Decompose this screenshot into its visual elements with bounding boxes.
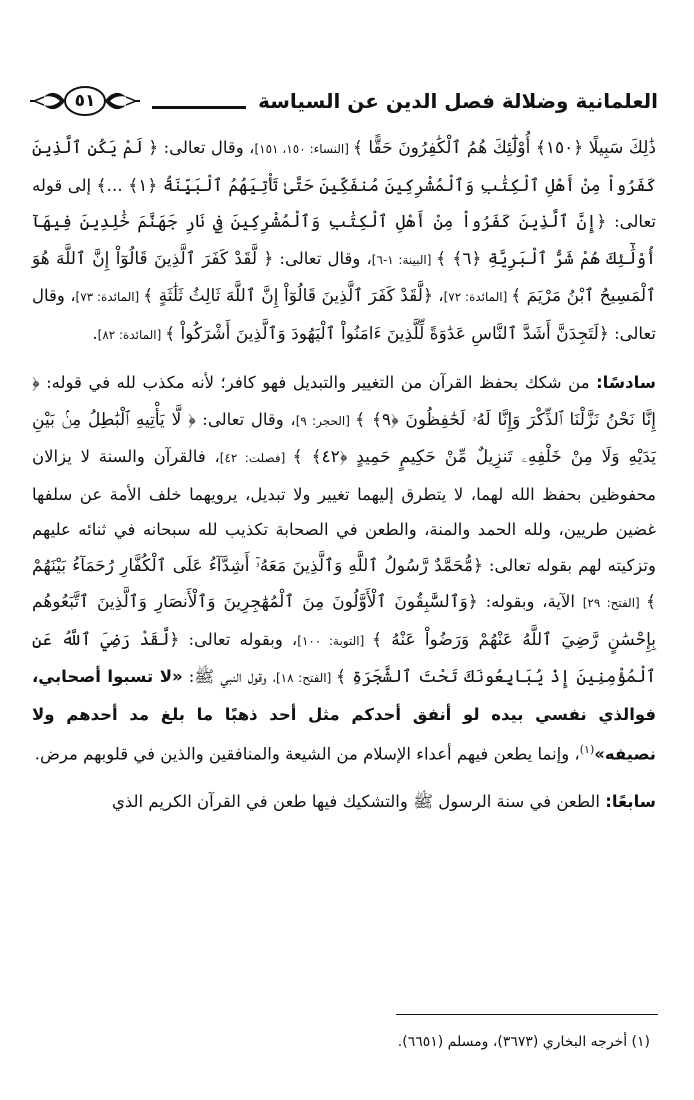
verse-reference: [النساء: ١٥٠، ١٥١] (254, 142, 353, 156)
verse-reference: [البينة: ١-٦] (371, 252, 437, 267)
text-run: ، وقول النبي ﷺ: (182, 667, 276, 686)
text-run: ، (432, 286, 444, 305)
quran-verse: ﴿لَّقَدْ رَضِيَ ٱللَّهُ عَنِ ٱلْمُؤْمِنِينَ إِذْ يُبَايِعُونَكَ تَحْتَ ٱلشَّجَرَةِ ﴾ (32, 629, 657, 687)
book-title: العلمانية وضلالة فصل الدين عن السياسة (258, 89, 658, 113)
paragraph (32, 130, 656, 353)
text-run: ، وإنما يطعن فيهم أعداء الإسلام من الشيعة والمنافقين والذين في قلوبهم مرض. (34, 744, 580, 764)
quran-verse: ﴿لَّقَدْ كَفَرَ ٱلَّذِينَ قَالُوٓاْ إِنَّ ٱللَّهَ ثَالِثُ ثَلَٰثَةٍ ﴾ (143, 286, 433, 306)
header-rule (152, 106, 246, 109)
section-heading: سابعًا: (605, 792, 656, 811)
quran-verse: ﴿وَٱلسَّٰبِقُونَ ٱلْأَوَّلُونَ مِنَ ٱلْمُهَٰجِرِينَ وَٱلْأَنصَارِ وَٱلَّذِينَ ٱتَّبَعُوهُم بِإِحْسَٰنٍ رَّضِيَ ٱللَّهُ عَنْهُمْ وَرَضُواْ عَنْهُ ﴾ (32, 592, 656, 650)
footnote: (١) أخرجه البخاري (٣٦٧٣)، ومسلم (٦٦٥١). (397, 1034, 650, 1050)
text-run: ، وبقوله تعالى: (179, 629, 298, 649)
text-run: ، فالقرآن والسنة لا يزالان محفوظين بحفظ الله لهما، لا يتطرق إليهما تغيير ولا تبديل، يرويهما خلف الأمة عن سلفها غضين طريين، ولله الحمد والمنة، والطعن في الصحابة تكذيب لله سبحانه في ثنائه عليهم وتزكيته لهم بقوله تعالى: (32, 447, 656, 575)
text-run: الآية، وبقوله: (477, 592, 583, 611)
text-run: ، وقال تعالى: (158, 138, 255, 157)
page-number: ٥١ (74, 91, 96, 111)
verse-reference: [التوبة: ١٠٠] (297, 633, 372, 648)
text-run: الطعن في سنة الرسول ﷺ والتشكيك فيها طعن في القرآن الكريم الذي (111, 792, 606, 811)
text-run: . (92, 323, 98, 343)
verse-reference: [المائدة: ٧٣] (75, 290, 144, 304)
text-run: إلى قوله تعالى: (32, 175, 656, 231)
page-number-ornament (30, 83, 140, 119)
verse-reference: [الحجر: ٩] (295, 413, 356, 428)
hadith-quote: «لا تسبوا أصحابي، فوالذي نفسي بيده لو أنفق أحدكم مثل أحد ذهبًا ما بلغ مد أحدهم ولا نصيفه» (32, 667, 656, 764)
footnote-separator (396, 1014, 658, 1015)
quran-verse: ﴿لَتَجِدَنَّ أَشَدَّ ٱلنَّاسِ عَدَٰوَةً لِّلَّذِينَ ءَامَنُواْ ٱلْيَهُودَ وَٱلَّذِينَ أَشْرَكُواْ ﴾ (165, 323, 609, 344)
quran-verse: ﴿ لَّا يَأْتِيهِ ٱلْبَٰطِلُ مِنۢ بَيْنِ يَدَيْهِ وَلَا مِنْ خَلْفِهِۦ تَنزِيلٌ مِّنْ حَكِيمٍ حَمِيدٍ ﴿٤٢﴾ ﴾ (32, 409, 656, 467)
body-text (32, 130, 656, 832)
running-header (30, 78, 658, 124)
text-run: ، وقال تعالى: (273, 248, 372, 268)
text-run: ، وقال تعالى: (32, 286, 656, 343)
quran-verse: ذَٰلِكَ سَبِيلًا ﴿١٥٠﴾ أُوْلَٰٓئِكَ هُمُ ٱلْكَٰفِرُونَ حَقًّا ﴾ (352, 138, 656, 158)
paragraph (32, 784, 656, 820)
quran-verse: ﴿ إِنَّا نَحْنُ نَزَّلْنَا ٱلذِّكْرَ وَإِنَّا لَهُۥ لَحَٰفِظُونَ ﴿٩﴾ ﴾ (32, 373, 656, 430)
verse-reference: [المائدة: ٧٢] (443, 290, 512, 304)
verse-reference: [الفتح: ٢٩] (582, 596, 647, 610)
footnote-marker: (١) (579, 743, 595, 756)
quran-verse: ﴿مُّحَمَّدٌ رَّسُولُ ٱللَّهِ وَٱلَّذِينَ مَعَهُۥٓ أَشِدَّآءُ عَلَى ٱلْكُفَّارِ رُحَمَآءُ بَيْنَهُمْ ﴾ (32, 555, 657, 612)
section-heading: سادسًا: (596, 373, 656, 392)
verse-reference: [الفتح: ١٨] (275, 671, 336, 685)
quran-verse: ﴿إِنَّ ٱلَّذِينَ كَفَرُواْ مِنْ أَهْلِ ٱلْكِتَٰبِ وَٱلْمُشْرِكِينَ فِي نَارِ جَهَنَّمَ خَٰلِدِينَ فِيهَآ أُوْلَٰٓئِكَ هُمْ شَرُّ ٱلْبَرِيَّةِ ﴿٦﴾ ﴾ (32, 212, 657, 269)
quran-verse: ﴿ لَمْ يَكُنِ ٱلَّذِينَ كَفَرُواْ مِنْ أَهْلِ ٱلْكِتَٰبِ وَٱلْمُشْرِكِينَ مُنفَكِّينَ حَتَّىٰ تَأْتِيَهُمُ ٱلْبَيِّنَةُ ﴿١﴾ ...﴾ (32, 138, 656, 196)
quran-verse: ﴿ لَّقَدْ كَفَرَ ٱلَّذِينَ قَالُوٓاْ إِنَّ ٱللَّهَ هُوَ ٱلْمَسِيحُ ٱبْنُ مَرْيَمَ ﴾ (32, 248, 656, 306)
paragraph (32, 365, 656, 772)
verse-reference: [المائدة: ٨٢] (97, 327, 166, 342)
verse-reference: [فصلت: ٤٢] (219, 451, 293, 465)
text-run: ، وقال تعالى: (195, 409, 296, 429)
text-run: من شكك بحفظ القرآن من التغيير والتبديل فهو كافر؛ لأنه مكذب لله في قوله: (39, 373, 597, 392)
